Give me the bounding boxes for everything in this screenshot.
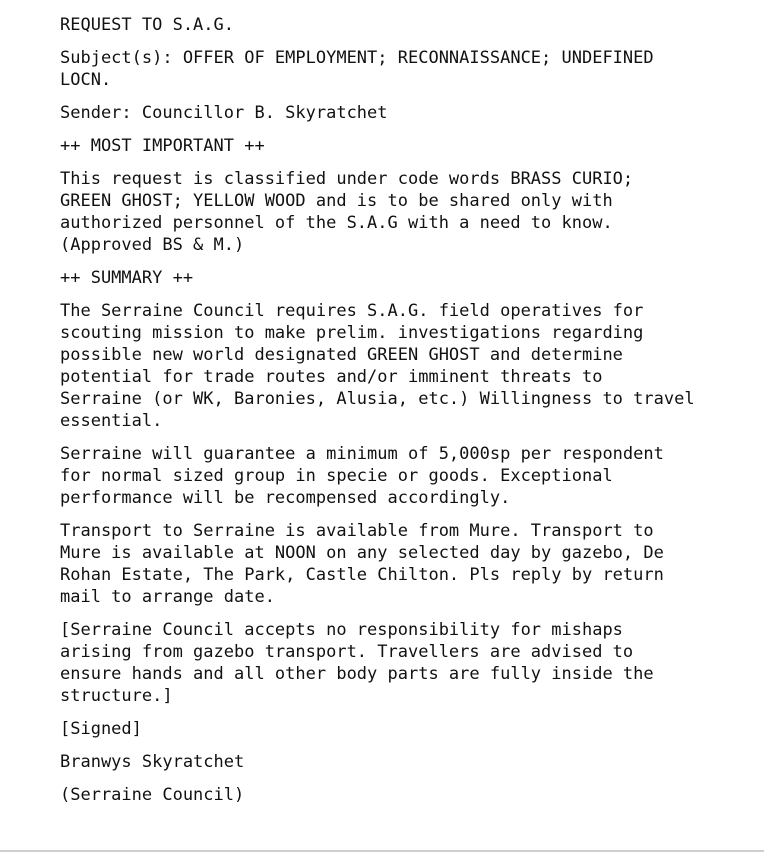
subject-line: Subject(s): OFFER OF EMPLOYMENT; RECONNAISSANCE; UNDEFINED LOCN. [60,48,654,90]
most-important-heading: ++ MOST IMPORTANT ++ [60,136,265,156]
signed-marker: [Signed] [60,719,142,739]
summary-paragraph: The Serraine Council requires S.A.G. field operatives for scouting mission to make prelim. investigations regarding possible new world designated GREEN GHOST and determine potential for trade routes and/or imminent threats to Serraine (or WK, Baronies, Alusia, etc.) Willingness to travel essential. [60,301,695,431]
transport-paragraph: Transport to Serraine is available from Mure. Transport to Mure is available at NOON on any selected day by gazebo, De Rohan Estate, The Park, Castle Chilton. Pls reply by return mail to arrange date. [60,521,664,607]
document-title: REQUEST TO S.A.G. [60,15,234,35]
payment-paragraph: Serraine will guarantee a minimum of 5,000sp per respondent for normal sized group in specie or goods. Exceptional performance will be recompensed accordingly. [60,444,664,508]
document-body [60,14,720,817]
summary-heading: ++ SUMMARY ++ [60,268,194,288]
disclaimer-paragraph: [Serraine Council accepts no responsibility for mishaps arising from gazebo transport. Travellers are advised to ensure hands and all other body parts are fully inside the structure.] [60,620,654,706]
signatory-name: Branwys Skyratchet [60,752,245,772]
sender-line: Sender: Councillor B. Skyratchet [60,103,388,123]
signatory-organization: (Serraine Council) [60,785,245,805]
classification-paragraph: This request is classified under code words BRASS CURIO; GREEN GHOST; YELLOW WOOD and is to be shared only with authorized personnel of the S.A.G with a need to know. (Approved BS & M.) [60,169,634,255]
